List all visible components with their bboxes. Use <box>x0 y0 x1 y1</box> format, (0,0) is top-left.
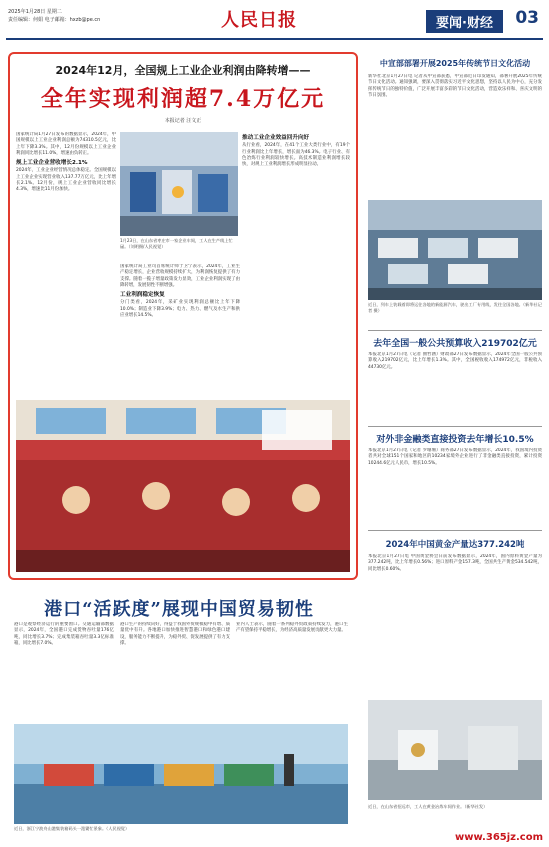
lead-article <box>8 52 358 580</box>
factory-photo <box>120 132 238 236</box>
watermark-text: www.365jz.com <box>454 832 543 843</box>
divider <box>368 530 542 531</box>
date-line: 2025年1月28日 星期二 <box>8 9 62 15</box>
lead-headline: 全年实现利润超7.4万亿元 <box>40 86 326 112</box>
factory-photo-caption: 1月23日，在山东省枣庄市一家企业车间，工人在生产线上忙碌。（刘明摄/人民视觉） <box>120 238 233 249</box>
section-label: 要闻·财经 <box>426 10 503 33</box>
budget-text: 本报北京1月27日电（记者 曲哲涵）财政部27日发布数据显示，2024年全国一般公共预算收入219702亿元，比上年增长1.3%。其中，全国税收收入174972亿元，非税收入44730亿元。 <box>368 352 542 370</box>
train-interior-photo <box>16 400 350 572</box>
lead-byline: 本报记者 汪文正 <box>164 118 202 124</box>
edition-line: 责任编辑：何娟 电子邮箱：hxzb@pe.cn <box>8 17 101 23</box>
lead-col3-text: 从行业看，2024年，在41个工业大类行业中，有19个行业利润比上年增长，增长面为46.3%。电子行业、有色冶炼行业利润较快增长。高技术制造业利润增长较快，对规上工业利润增长形成明显拉动。 <box>242 143 350 168</box>
lead-col1-text2: 2024年，工业企业经营情况总体稳定。全国规模以上工业企业实现营业收入137.77万亿元，比上年增长2.1%。12月份，规上工业企业营收同比增长4.3%，增速比11月份加快。 <box>16 168 116 193</box>
lead-col2-text2: 分门类看，2024年，采矿业实现利润总额比上年下降10.0%；制造业下降3.9%；电力、热力、燃气及水生产和供应业增长14.5%。 <box>120 300 240 319</box>
gold-photo-caption: 近日，在山东省招远市，工人在黄金冶炼车间作业。（新华社发） <box>368 804 488 809</box>
port-column-1: 港口是观察经济运行的重要窗口。交通运输部数据显示，2024年，全国港口完成货物吞吐量176亿吨，同比增长3.7%；完成集装箱吞吐量3.3亿标准箱，同比增长7.0%。 <box>14 622 114 646</box>
gold-headline: 2024年中国黄金产量达377.242吨 <box>385 540 525 550</box>
gold-workshop-photo <box>368 700 542 800</box>
lead-column-3 <box>242 132 350 262</box>
lead-column-2 <box>120 264 240 394</box>
lead-col3-subhead: 推动工业企业效益回升向好 <box>242 135 310 141</box>
masthead <box>6 4 543 40</box>
lead-col1-subhead: 规上工业企业营收增长2.1% <box>16 160 88 167</box>
lead-col2-subhead: 工业利润稳定恢复 <box>120 292 165 299</box>
port-photo <box>14 724 348 824</box>
investment-headline: 对外非金融类直接投资去年增长10.5% <box>376 435 534 445</box>
lead-kicker: 2024年12月，全国规上工业企业利润由降转增—— <box>55 64 311 77</box>
port-column-2: 港口生产的持续向好，得益于我国外贸规模稳中有增、质量优中有升。各地港口加快推进智慧港口和绿色港口建设，服务能力不断提升，为稳外贸、促发展提供了有力支撑。 <box>120 622 230 646</box>
page-number: 03 <box>515 8 539 28</box>
divider <box>368 330 542 331</box>
port-column-3: 业内人士表示，随着一系列稳外贸政策持续发力，港口生产有望保持平稳增长，为经济高质量发展贡献更大力量。 <box>236 622 348 634</box>
lead-col1-text: 国家统计局1月27日发布的数据显示，2024年，中国规模以上工业企业利润总额为74310.5亿元，比上年下降3.3%。其中，12月份规模以上工业企业利润同比增长11.0%，增速由负转正。 <box>16 132 116 156</box>
new-energy-vehicles-photo <box>368 200 542 300</box>
lead-col2-text: 国家统计局工业司首席统计师于卫宁表示，2024年，工业生产稳定增长，企业营收规模持续扩大，为利润恢复提供了有力支撑。随着一揽子增量政策发力显效，工业企业利润实现了由降转增，发展韧性不断增强。 <box>120 264 240 288</box>
port-headline: 港口“活跃度”展现中国贸易韧性 <box>44 599 314 620</box>
gold-text: 本报北京1月27日电 中国黄金协会日前发布数据显示，2024年，国内原料黄金产量为377.242吨，比上年增长0.56%；进口原料产金157.3吨，全国共生产黄金534.542吨，同比增长0.60%。 <box>368 554 542 572</box>
port-photo-caption: 近日，浙江宁波舟山港集装箱码头一派繁忙景象。（人民视觉） <box>14 826 130 831</box>
right-top-text: 新华社北京1月27日电 记者从中宣部获悉，中宣部近日印发通知，部署开展2025年传统节日文化活动。通知强调，要深入贯彻落实习近平文化思想，坚持以人民为中心，充分发挥传统节日的独特价值，广泛开展丰富多彩的节日文化活动，营造欢乐祥和、喜庆文明的节日氛围。 <box>368 74 542 98</box>
lead-column-1 <box>16 132 116 392</box>
budget-headline: 去年全国一般公共预算收入219702亿元 <box>373 339 537 349</box>
newspaper-logo: 人民日报 <box>221 10 297 31</box>
right-top-headline: 中宣部部署开展2025年传统节日文化活动 <box>379 59 531 68</box>
vehicles-photo-caption: 近日，列车上装载着即将运往各地的新能源汽车，驶出工厂专用线，发往全国各地。（新华社记者 摄） <box>368 302 542 313</box>
divider <box>368 426 542 427</box>
investment-text: 本报北京1月27日电（记者 罗珊珊）商务部27日发布数据显示，2024年，我国境内投资者共对全球151个国家和地区的10234家境外企业进行了非金融类直接投资，累计投资10244.6亿元人民币，增长10.5%。 <box>368 448 542 466</box>
